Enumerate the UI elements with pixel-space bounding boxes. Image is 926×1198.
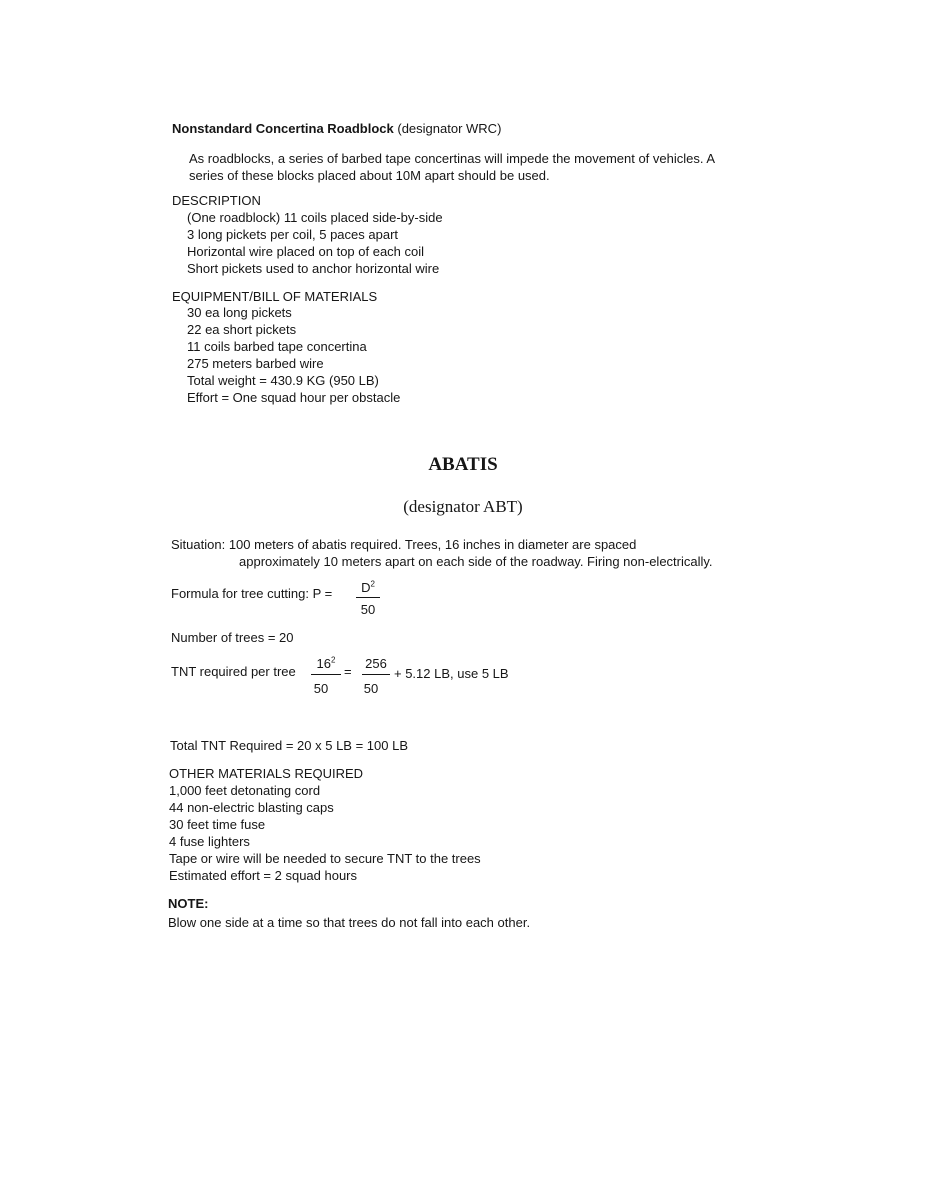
other-materials-item: Tape or wire will be needed to secure TNT to the trees (169, 851, 481, 866)
tnt-numerator-1: $16^2$ (316, 655, 336, 671)
formula-fraction-bar (356, 597, 380, 598)
description-item: (One roadblock) 11 coils placed side-by-side (187, 210, 443, 225)
other-materials-item: 1,000 feet detonating cord (169, 783, 321, 798)
description-list (187, 209, 443, 277)
description-item: Horizontal wire placed on top of each coil (187, 244, 425, 259)
formula-numerator: $D^2$ (361, 579, 375, 595)
equipment-item: 22 ea short pickets (187, 322, 297, 337)
tnt-fraction-bar-1 (311, 674, 341, 675)
equipment-item: 275 meters barbed wire (187, 356, 324, 371)
total-tnt: Total TNT Required = 20 x 5 LB = 100 LB (170, 738, 408, 753)
abatis-designator: (designator ABT) (403, 497, 523, 516)
equipment-item: 11 coils barbed tape concertina (187, 339, 367, 354)
equipment-heading: EQUIPMENT/BILL OF MATERIALS (172, 289, 378, 304)
formula-denominator: 50 (360, 602, 376, 617)
description-item: 3 long pickets per coil, 5 paces apart (187, 227, 399, 242)
tnt-result: + 5.12 LB, use 5 LB (394, 666, 509, 681)
concertina-intro-line-2: series of these blocks placed about 10M apart should be used. (189, 168, 550, 183)
concertina-intro-line-1: As roadblocks, a series of barbed tape concertinas will impede the movement of vehicles. A (189, 151, 716, 166)
description-item: Short pickets used to anchor horizontal wire (187, 261, 440, 276)
other-materials-list (169, 782, 481, 884)
note-text: Blow one side at a time so that trees do not fall into each other. (168, 915, 531, 930)
formula-label: Formula for tree cutting: P = (171, 586, 333, 601)
other-materials-heading: OTHER MATERIALS REQUIRED (169, 766, 364, 781)
tnt-fraction-bar-2 (362, 674, 390, 675)
tnt-denominator-1: 50 (313, 681, 329, 696)
other-materials-item: 4 fuse lighters (169, 834, 250, 849)
concertina-title: Nonstandard Concertina Roadblock (172, 121, 394, 136)
concertina-title-line (172, 120, 501, 137)
formula-exponent: 2 (370, 579, 375, 589)
number-of-trees: Number of trees = 20 (171, 630, 294, 645)
equipment-item: Total weight = 430.9 KG (950 LB) (187, 373, 379, 388)
tnt-exponent: 2 (331, 655, 336, 665)
other-materials-item: Estimated effort = 2 squad hours (169, 868, 358, 883)
other-materials-item: 44 non-electric blasting caps (169, 800, 334, 815)
other-materials-item: 30 feet time fuse (169, 817, 266, 832)
tnt-equals: = (344, 664, 352, 679)
tnt-label: TNT required per tree (171, 664, 296, 679)
concertina-designator: (designator WRC) (397, 121, 502, 136)
abatis-title: ABATIS (428, 454, 498, 475)
equipment-item: 30 ea long pickets (187, 305, 292, 320)
situation-line-2: approximately 10 meters apart on each side of the roadway. Firing non-electrically. (239, 554, 713, 569)
tnt-denominator-2: 50 (363, 681, 379, 696)
note-heading: NOTE: (168, 896, 209, 911)
situation-line-1: Situation: 100 meters of abatis required. Trees, 16 inches in diameter are spaced (171, 537, 637, 552)
tnt-numerator-2: 256 (365, 656, 387, 671)
equipment-item: Effort = One squad hour per obstacle (187, 390, 401, 405)
description-heading: DESCRIPTION (172, 193, 261, 208)
equipment-list (187, 304, 400, 406)
